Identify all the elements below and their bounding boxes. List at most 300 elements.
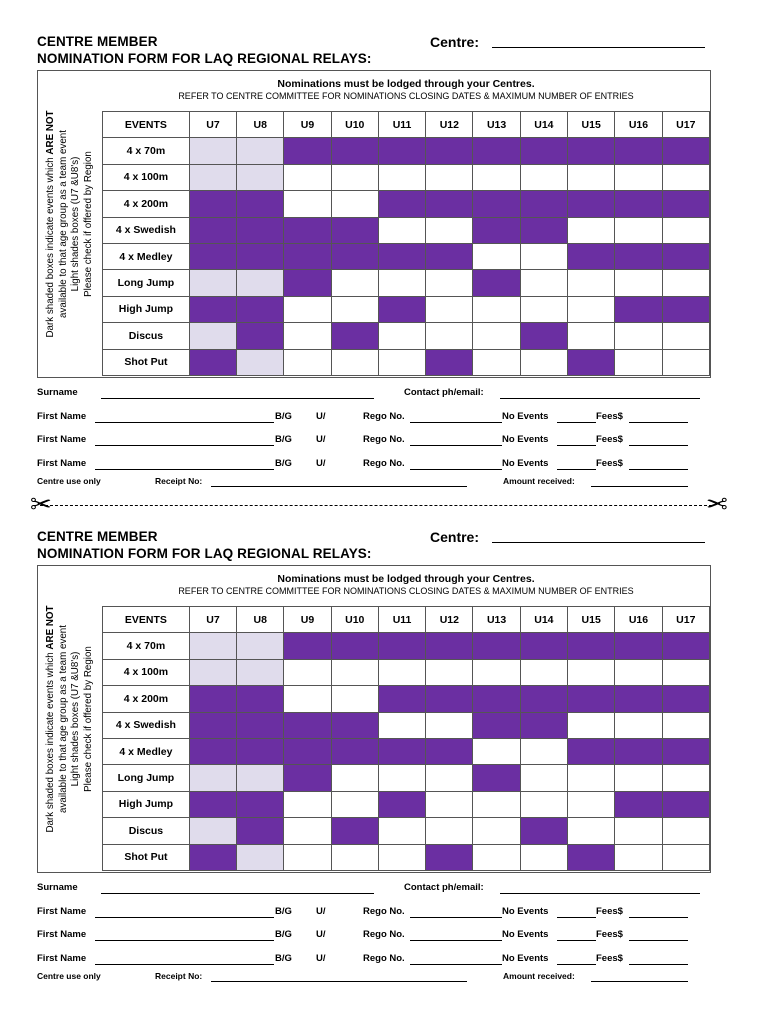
check-region-cell[interactable] — [189, 138, 236, 164]
nomination-cell[interactable] — [473, 349, 520, 375]
age-group-header: U13 — [473, 607, 520, 633]
unavailable-cell — [189, 712, 236, 738]
first-name-label: First Name — [37, 929, 87, 940]
check-region-cell[interactable] — [237, 659, 284, 685]
fees-label: Fees$ — [596, 953, 623, 964]
rego-field[interactable] — [410, 917, 502, 918]
check-region-cell[interactable] — [189, 659, 236, 685]
nomination-cell[interactable] — [331, 791, 378, 817]
first-name-label: First Name — [37, 434, 87, 445]
nomination-cell[interactable] — [662, 844, 709, 870]
unavailable-cell — [662, 633, 709, 659]
nomination-cell[interactable] — [615, 765, 662, 791]
nomination-cell[interactable] — [520, 659, 567, 685]
unavailable-cell — [568, 844, 615, 870]
unavailable-cell — [568, 138, 615, 164]
nomination-cell[interactable] — [284, 296, 331, 322]
unavailable-cell — [568, 349, 615, 375]
nomination-cell[interactable] — [520, 791, 567, 817]
nomination-cell[interactable] — [520, 270, 567, 296]
nomination-cell[interactable] — [284, 191, 331, 217]
age-group-header: U9 — [284, 607, 331, 633]
nomination-cell[interactable] — [520, 738, 567, 764]
side-note-line1: Dark shaded boxes indicate events which — [45, 649, 56, 833]
unavailable-cell — [378, 296, 425, 322]
nomination-cell[interactable] — [331, 765, 378, 791]
nomination-cell[interactable] — [284, 659, 331, 685]
header-note-main: Nominations must be lodged through your Centres. — [277, 573, 535, 585]
unavailable-cell — [284, 243, 331, 269]
nomination-cell[interactable] — [426, 659, 473, 685]
surname-field[interactable] — [101, 398, 374, 399]
check-region-cell[interactable] — [237, 765, 284, 791]
nomination-cell[interactable] — [426, 323, 473, 349]
unavailable-cell — [520, 686, 567, 712]
side-note-line2: available to that age group as a team event — [57, 130, 69, 318]
unavailable-cell — [662, 296, 709, 322]
header-note-sub: REFER TO CENTRE COMMITTEE FOR NOMINATIONS CLOSING DATES & MAXIMUM NUMBER OF ENTRIES — [178, 91, 634, 101]
unavailable-cell — [568, 243, 615, 269]
check-region-cell[interactable] — [189, 818, 236, 844]
nomination-cell[interactable] — [378, 712, 425, 738]
unavailable-cell — [520, 138, 567, 164]
nomination-cell[interactable] — [473, 296, 520, 322]
nomination-cell[interactable] — [662, 659, 709, 685]
contact-field[interactable] — [500, 893, 700, 894]
nomination-cell[interactable] — [473, 844, 520, 870]
header-note-main: Nominations must be lodged through your Centres. — [277, 78, 535, 90]
unavailable-cell — [520, 712, 567, 738]
unavailable-cell — [615, 243, 662, 269]
nomination-cell[interactable] — [520, 765, 567, 791]
fees-field[interactable] — [629, 445, 688, 446]
bg-label: B/G — [275, 434, 292, 445]
age-group-header: U8 — [237, 112, 284, 138]
rego-field[interactable] — [410, 940, 502, 941]
first-name-label: First Name — [37, 906, 87, 917]
check-region-cell[interactable] — [237, 138, 284, 164]
nomination-cell[interactable] — [615, 217, 662, 243]
check-region-cell[interactable] — [189, 765, 236, 791]
check-region-cell[interactable] — [189, 270, 236, 296]
nomination-cell[interactable] — [520, 844, 567, 870]
centre-label: Centre: — [430, 34, 480, 50]
first-name-field[interactable] — [95, 964, 274, 965]
check-region-cell[interactable] — [237, 270, 284, 296]
amount-label: Amount received: — [503, 971, 575, 981]
age-group-header: U17 — [662, 607, 709, 633]
form-subtitle: NOMINATION FORM FOR LAQ REGIONAL RELAYS: — [37, 546, 372, 561]
side-note-emphasis: ARE NOT — [45, 605, 56, 650]
nomination-cell[interactable] — [662, 270, 709, 296]
unavailable-cell — [473, 686, 520, 712]
check-region-cell[interactable] — [237, 844, 284, 870]
nomination-cell[interactable] — [568, 323, 615, 349]
event-row — [103, 270, 710, 296]
event-name: 4 x Swedish — [103, 217, 190, 243]
unavailable-cell — [568, 191, 615, 217]
unavailable-cell — [568, 738, 615, 764]
nomination-cell[interactable] — [331, 191, 378, 217]
event-row — [103, 659, 710, 685]
unavailable-cell — [189, 738, 236, 764]
nomination-cell[interactable] — [473, 818, 520, 844]
unavailable-cell — [189, 191, 236, 217]
unavailable-cell — [662, 243, 709, 269]
no-events-field[interactable] — [557, 964, 596, 965]
unavailable-cell — [615, 633, 662, 659]
side-note-line4: Please check if offered by Region — [82, 646, 94, 792]
fees-field[interactable] — [629, 964, 688, 965]
nomination-cell[interactable] — [426, 712, 473, 738]
nomination-cell[interactable] — [378, 349, 425, 375]
event-name: 4 x 100m — [103, 659, 190, 685]
unavailable-cell — [473, 633, 520, 659]
rego-field[interactable] — [410, 445, 502, 446]
side-note-line2: available to that age group as a team event — [57, 625, 69, 813]
nomination-cell[interactable] — [331, 296, 378, 322]
first-name-field[interactable] — [95, 940, 274, 941]
bg-label: B/G — [275, 929, 292, 940]
nomination-cell[interactable] — [662, 712, 709, 738]
unavailable-cell — [284, 138, 331, 164]
nomination-cell[interactable] — [520, 164, 567, 190]
centre-use-label: Centre use only — [37, 971, 101, 981]
unavailable-cell — [284, 633, 331, 659]
event-row — [103, 217, 710, 243]
age-group-label: U/ — [316, 953, 326, 964]
nomination-cell[interactable] — [615, 164, 662, 190]
fees-field[interactable] — [629, 422, 688, 423]
first-name-field[interactable] — [95, 469, 274, 470]
event-row — [103, 296, 710, 322]
nomination-cell[interactable] — [615, 270, 662, 296]
unavailable-cell — [284, 765, 331, 791]
header-note — [102, 566, 710, 606]
unavailable-cell — [331, 633, 378, 659]
nomination-cell[interactable] — [284, 323, 331, 349]
unavailable-cell — [189, 791, 236, 817]
form-subtitle: NOMINATION FORM FOR LAQ REGIONAL RELAYS: — [37, 51, 372, 66]
side-note — [38, 566, 102, 872]
fees-field[interactable] — [629, 917, 688, 918]
unavailable-cell — [284, 738, 331, 764]
nomination-cell[interactable] — [378, 765, 425, 791]
nomination-cell[interactable] — [473, 323, 520, 349]
event-row — [103, 633, 710, 659]
unavailable-cell — [331, 217, 378, 243]
nomination-cell[interactable] — [473, 738, 520, 764]
fees-label: Fees$ — [596, 929, 623, 940]
nomination-cell[interactable] — [568, 791, 615, 817]
unavailable-cell — [189, 243, 236, 269]
nomination-form — [0, 30, 770, 510]
nomination-cell[interactable] — [284, 844, 331, 870]
unavailable-cell — [378, 191, 425, 217]
check-region-cell[interactable] — [189, 164, 236, 190]
unavailable-cell — [426, 243, 473, 269]
fees-label: Fees$ — [596, 434, 623, 445]
no-events-field[interactable] — [557, 445, 596, 446]
nomination-cell[interactable] — [568, 818, 615, 844]
nomination-cell[interactable] — [662, 217, 709, 243]
event-name: Shot Put — [103, 844, 190, 870]
no-events-field[interactable] — [557, 422, 596, 423]
rego-label: Rego No. — [363, 953, 405, 964]
header-note — [102, 71, 710, 111]
nomination-cell[interactable] — [378, 270, 425, 296]
event-row — [103, 138, 710, 164]
nomination-cell[interactable] — [426, 270, 473, 296]
unavailable-cell — [237, 296, 284, 322]
events-header: EVENTS — [103, 112, 190, 138]
bg-label: B/G — [275, 458, 292, 469]
nomination-cell[interactable] — [615, 818, 662, 844]
nomination-cell[interactable] — [568, 217, 615, 243]
side-note — [38, 71, 102, 377]
nomination-cell[interactable] — [520, 243, 567, 269]
nomination-cell[interactable] — [331, 349, 378, 375]
nomination-cell[interactable] — [284, 791, 331, 817]
check-region-cell[interactable] — [237, 164, 284, 190]
nomination-cell[interactable] — [426, 217, 473, 243]
nomination-cell[interactable] — [284, 164, 331, 190]
side-note-line3: Light shades boxes (U7 &U8's) — [70, 651, 81, 787]
nomination-cell[interactable] — [378, 818, 425, 844]
nomination-cell[interactable] — [473, 791, 520, 817]
scissors-icon: ✂ — [30, 489, 52, 519]
side-note-line4: Please check if offered by Region — [82, 151, 94, 297]
unavailable-cell — [662, 791, 709, 817]
nomination-cell[interactable] — [284, 686, 331, 712]
event-name: Discus — [103, 323, 190, 349]
unavailable-cell — [426, 738, 473, 764]
nomination-cell[interactable] — [331, 270, 378, 296]
nomination-cell[interactable] — [568, 712, 615, 738]
nomination-cell[interactable] — [568, 659, 615, 685]
event-name: 4 x 200m — [103, 686, 190, 712]
unavailable-cell — [378, 686, 425, 712]
unavailable-cell — [473, 712, 520, 738]
unavailable-cell — [473, 765, 520, 791]
fees-field[interactable] — [629, 940, 688, 941]
first-name-label: First Name — [37, 458, 87, 469]
age-group-header: U9 — [284, 112, 331, 138]
no-events-field[interactable] — [557, 940, 596, 941]
nomination-cell[interactable] — [473, 659, 520, 685]
unavailable-cell — [615, 191, 662, 217]
first-name-field[interactable] — [95, 445, 274, 446]
nomination-cell[interactable] — [378, 217, 425, 243]
unavailable-cell — [284, 217, 331, 243]
unavailable-cell — [473, 138, 520, 164]
fees-field[interactable] — [629, 469, 688, 470]
event-row — [103, 738, 710, 764]
centre-field[interactable] — [492, 47, 705, 48]
unavailable-cell — [378, 633, 425, 659]
check-region-cell[interactable] — [189, 323, 236, 349]
nomination-cell[interactable] — [568, 164, 615, 190]
amount-label: Amount received: — [503, 476, 575, 486]
unavailable-cell — [331, 138, 378, 164]
no-events-field[interactable] — [557, 917, 596, 918]
amount-field[interactable] — [591, 981, 688, 982]
unavailable-cell — [378, 138, 425, 164]
nomination-cell[interactable] — [662, 349, 709, 375]
nomination-cell[interactable] — [426, 818, 473, 844]
check-region-cell[interactable] — [189, 633, 236, 659]
nomination-cell[interactable] — [284, 818, 331, 844]
centre-field[interactable] — [492, 542, 705, 543]
no-events-field[interactable] — [557, 469, 596, 470]
no-events-label: No Events — [502, 906, 549, 917]
first-name-label: First Name — [37, 953, 87, 964]
rego-label: Rego No. — [363, 929, 405, 940]
rego-label: Rego No. — [363, 458, 405, 469]
no-events-label: No Events — [502, 434, 549, 445]
bg-label: B/G — [275, 906, 292, 917]
nomination-cell[interactable] — [662, 818, 709, 844]
nomination-cell[interactable] — [378, 844, 425, 870]
surname-label: Surname — [37, 387, 78, 398]
nomination-cell[interactable] — [662, 323, 709, 349]
nomination-cell[interactable] — [378, 164, 425, 190]
no-events-label: No Events — [502, 953, 549, 964]
fees-label: Fees$ — [596, 411, 623, 422]
unavailable-cell — [189, 844, 236, 870]
nomination-cell[interactable] — [426, 765, 473, 791]
nomination-cell[interactable] — [284, 349, 331, 375]
nomination-cell[interactable] — [331, 686, 378, 712]
form-title: CENTRE MEMBER — [37, 34, 158, 49]
event-row — [103, 323, 710, 349]
age-group-label: U/ — [316, 458, 326, 469]
age-group-header: U17 — [662, 112, 709, 138]
event-row — [103, 349, 710, 375]
events-panel — [37, 70, 711, 378]
nomination-cell[interactable] — [615, 712, 662, 738]
rego-label: Rego No. — [363, 411, 405, 422]
unavailable-cell — [520, 191, 567, 217]
amount-field[interactable] — [591, 486, 688, 487]
nomination-cell[interactable] — [615, 323, 662, 349]
cut-line — [40, 505, 712, 506]
unavailable-cell — [189, 686, 236, 712]
age-group-header: U15 — [568, 112, 615, 138]
first-name-label: First Name — [37, 411, 87, 422]
side-note-line3: Light shades boxes (U7 &U8's) — [70, 156, 81, 292]
event-name: 4 x Medley — [103, 738, 190, 764]
nomination-cell[interactable] — [473, 243, 520, 269]
rego-field[interactable] — [410, 422, 502, 423]
fees-label: Fees$ — [596, 906, 623, 917]
unavailable-cell — [237, 818, 284, 844]
nomination-cell[interactable] — [662, 765, 709, 791]
age-group-header: U14 — [520, 607, 567, 633]
nomination-cell[interactable] — [520, 349, 567, 375]
unavailable-cell — [662, 138, 709, 164]
nomination-cell[interactable] — [568, 296, 615, 322]
unavailable-cell — [237, 686, 284, 712]
check-region-cell[interactable] — [237, 349, 284, 375]
nomination-cell[interactable] — [378, 659, 425, 685]
unavailable-cell — [378, 738, 425, 764]
age-group-header: U10 — [331, 607, 378, 633]
event-row — [103, 712, 710, 738]
rego-field[interactable] — [410, 469, 502, 470]
unavailable-cell — [237, 712, 284, 738]
nomination-cell[interactable] — [331, 659, 378, 685]
nomination-cell[interactable] — [426, 791, 473, 817]
event-row — [103, 844, 710, 870]
receipt-field[interactable] — [211, 486, 467, 487]
surname-field[interactable] — [101, 893, 374, 894]
unavailable-cell — [662, 686, 709, 712]
nomination-cell[interactable] — [662, 164, 709, 190]
first-name-field[interactable] — [95, 917, 274, 918]
unavailable-cell — [520, 323, 567, 349]
nomination-cell[interactable] — [615, 659, 662, 685]
first-name-field[interactable] — [95, 422, 274, 423]
rego-field[interactable] — [410, 964, 502, 965]
event-row — [103, 818, 710, 844]
nomination-cell[interactable] — [615, 844, 662, 870]
unavailable-cell — [662, 191, 709, 217]
unavailable-cell — [189, 217, 236, 243]
nomination-cell[interactable] — [520, 296, 567, 322]
nomination-cell[interactable] — [331, 844, 378, 870]
nomination-form — [0, 525, 770, 1005]
age-group-header: U13 — [473, 112, 520, 138]
event-name: Long Jump — [103, 270, 190, 296]
unavailable-cell — [426, 686, 473, 712]
event-name: High Jump — [103, 296, 190, 322]
no-events-label: No Events — [502, 458, 549, 469]
contact-label: Contact ph/email: — [404, 387, 484, 398]
unavailable-cell — [237, 217, 284, 243]
age-group-header: U7 — [189, 112, 236, 138]
nomination-cell[interactable] — [473, 164, 520, 190]
receipt-field[interactable] — [211, 981, 467, 982]
age-group-header: U15 — [568, 607, 615, 633]
unavailable-cell — [378, 791, 425, 817]
event-name: 4 x 200m — [103, 191, 190, 217]
nomination-cell[interactable] — [426, 164, 473, 190]
centre-use-label: Centre use only — [37, 476, 101, 486]
nomination-cell[interactable] — [378, 323, 425, 349]
nomination-cell[interactable] — [331, 164, 378, 190]
age-group-header: U16 — [615, 112, 662, 138]
unavailable-cell — [426, 844, 473, 870]
nomination-cell[interactable] — [426, 296, 473, 322]
surname-label: Surname — [37, 882, 78, 893]
age-group-header: U8 — [237, 607, 284, 633]
nomination-cell[interactable] — [615, 349, 662, 375]
age-group-label: U/ — [316, 929, 326, 940]
unavailable-cell — [426, 633, 473, 659]
centre-label: Centre: — [430, 529, 480, 545]
form-title: CENTRE MEMBER — [37, 529, 158, 544]
nomination-cell[interactable] — [568, 270, 615, 296]
nomination-cell[interactable] — [568, 765, 615, 791]
fees-label: Fees$ — [596, 458, 623, 469]
contact-field[interactable] — [500, 398, 700, 399]
check-region-cell[interactable] — [237, 633, 284, 659]
events-header: EVENTS — [103, 607, 190, 633]
header-note-sub: REFER TO CENTRE COMMITTEE FOR NOMINATIONS CLOSING DATES & MAXIMUM NUMBER OF ENTRIES — [178, 586, 634, 596]
age-group-header: U11 — [378, 607, 425, 633]
event-row — [103, 191, 710, 217]
